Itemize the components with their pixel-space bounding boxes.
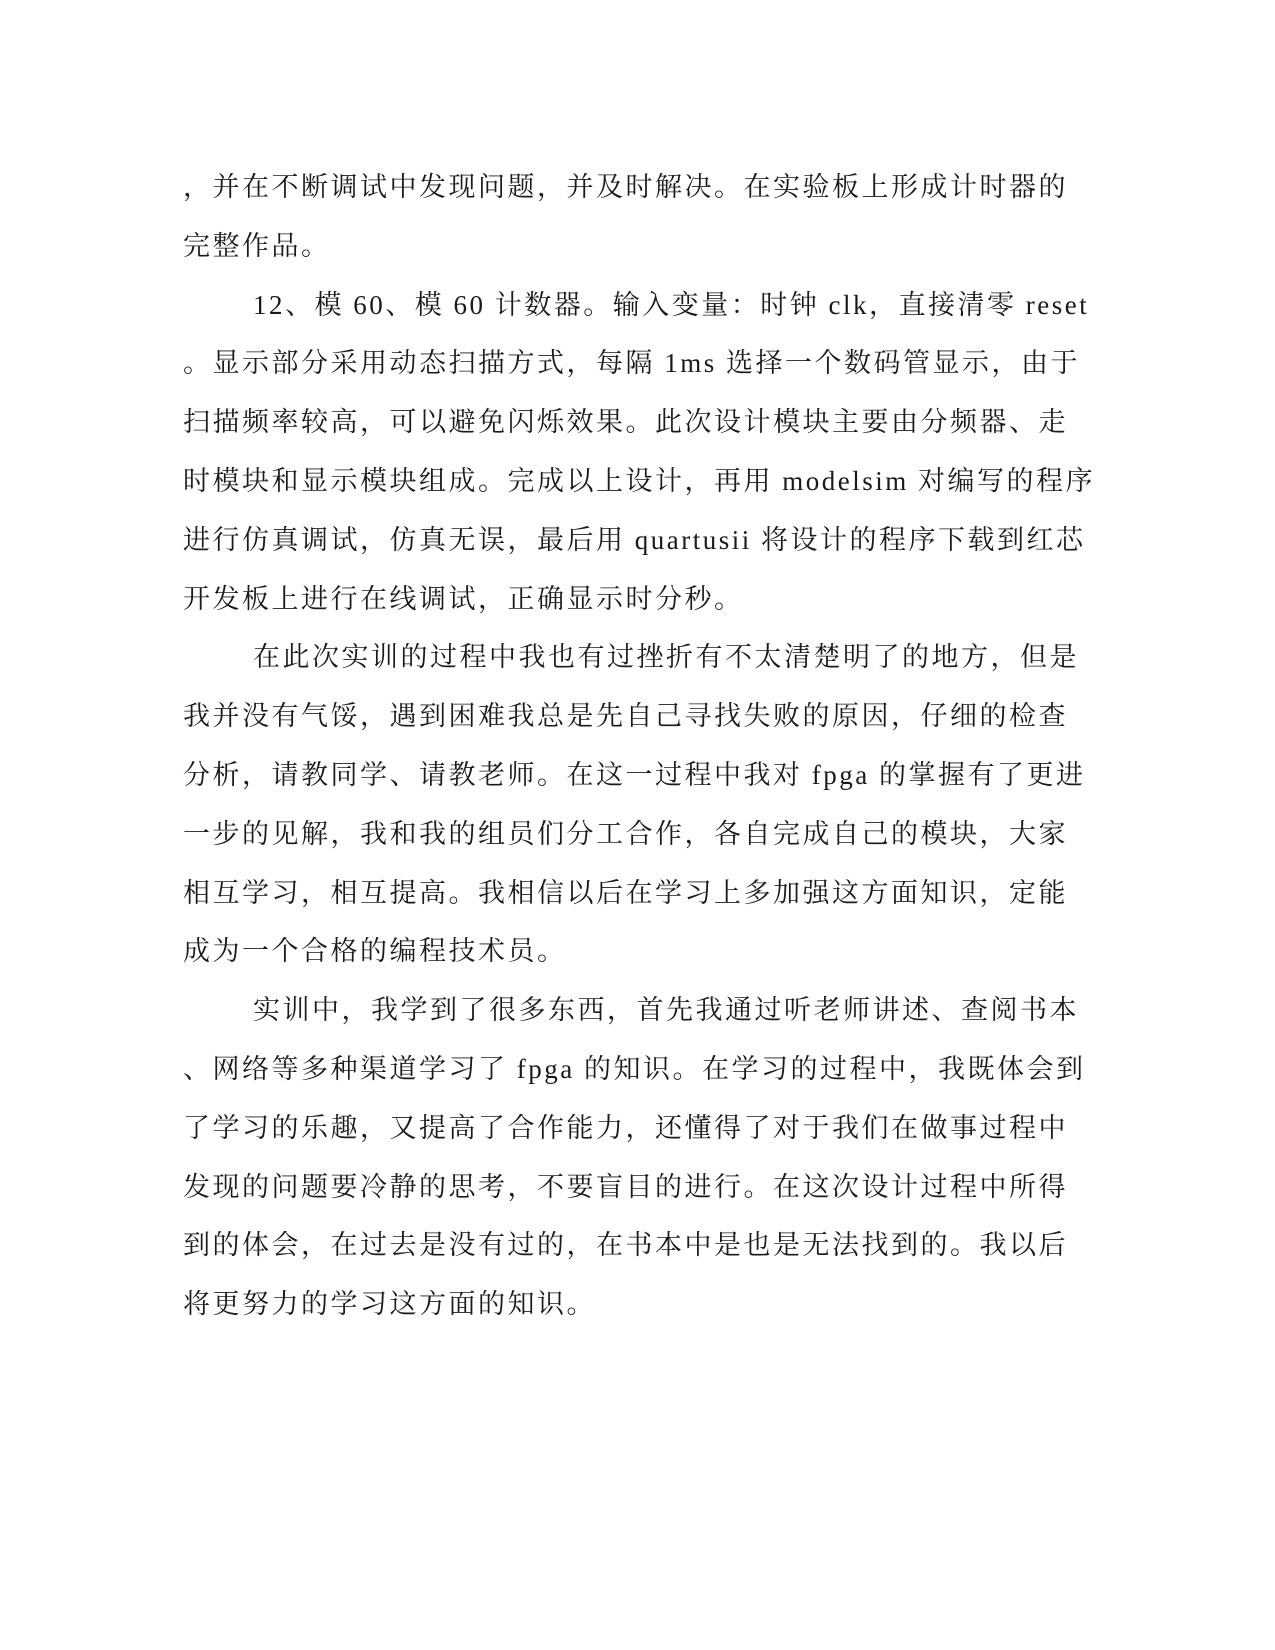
text-line: 到的体会，在过去是没有过的，在书本中是也是无法找到的。我以后 — [183, 1230, 1068, 1261]
text-line: 扫描频率较高，可以避免闪烁效果。此次设计模块主要由分频器、走 — [183, 407, 1068, 438]
text-line: 一步的见解，我和我的组员们分工合作，各自完成自己的模块，大家 — [183, 818, 1068, 849]
text-line: 在此次实训的过程中我也有过挫折有不太清楚明了的地方，但是 — [253, 642, 1079, 673]
text-line: 分析，请教同学、请教老师。在这一过程中我对 fpga 的掌握有了更进 — [183, 759, 1086, 790]
text-line: 、网络等多种渠道学习了 fpga 的知识。在学习的过程中，我既体会到 — [183, 1053, 1086, 1084]
text-line: 完整作品。 — [183, 230, 331, 261]
text-line: 将更努力的学习这方面的知识。 — [183, 1289, 596, 1320]
text-line: 开发板上进行在线调试，正确显示时分秒。 — [183, 583, 744, 614]
text-line: 。显示部分采用动态扫描方式，每隔 1ms 选择一个数码管显示，由于 — [183, 348, 1081, 379]
text-line: 发现的问题要冷静的思考，不要盲目的进行。在这次设计过程中所得 — [183, 1171, 1068, 1202]
text-line: 了学习的乐趣，又提高了合作能力，还懂得了对于我们在做事过程中 — [183, 1112, 1068, 1143]
paragraph-difficulties — [183, 628, 1086, 981]
paragraph-continuation — [183, 158, 1068, 276]
text-line: 实训中，我学到了很多东西，首先我通过听老师讲述、查阅书本 — [253, 995, 1079, 1026]
paragraph-counter-design — [183, 276, 1095, 629]
paragraph-summary — [183, 981, 1086, 1334]
text-line: 我并没有气馁，遇到困难我总是先自己寻找失败的原因，仔细的检查 — [183, 701, 1068, 732]
text-line: ，并在不断调试中发现问题，并及时解决。在实验板上形成计时器的 — [183, 172, 1068, 202]
text-line: 12、模 60、模 60 计数器。输入变量：时钟 clk，直接清零 reset — [253, 289, 1090, 320]
text-line: 进行仿真调试，仿真无误，最后用 quartusii 将设计的程序下载到红芯 — [183, 524, 1086, 555]
text-line: 时模块和显示模块组成。完成以上设计，再用 modelsim 对编写的程序 — [183, 465, 1095, 496]
text-line: 成为一个合格的编程技术员。 — [183, 936, 567, 967]
body-text — [183, 158, 1095, 1334]
text-line: 相互学习，相互提高。我相信以后在学习上多加强这方面知识，定能 — [183, 877, 1068, 908]
